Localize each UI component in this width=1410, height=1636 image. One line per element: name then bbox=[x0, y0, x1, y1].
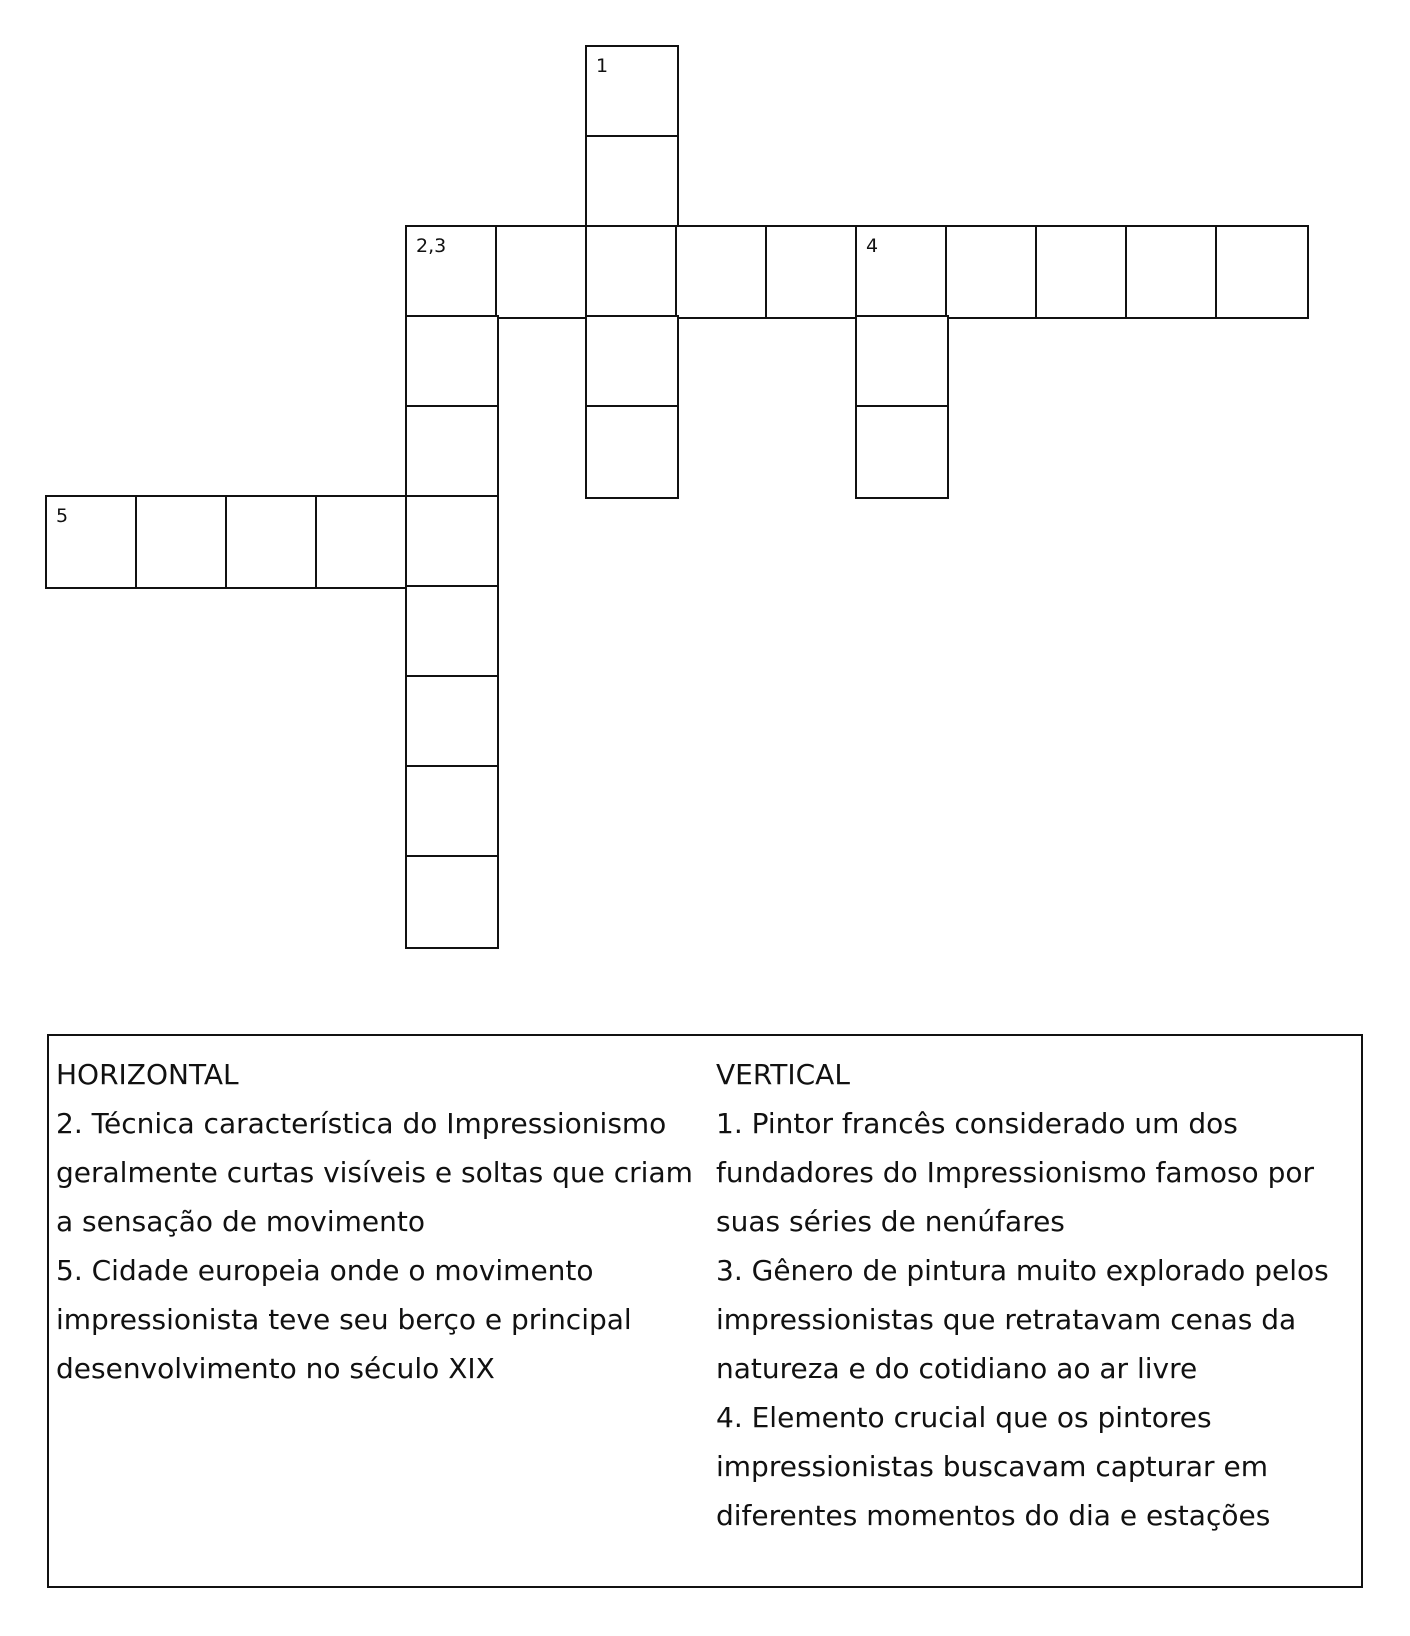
crossword-cell[interactable] bbox=[405, 405, 499, 499]
crossword-cell[interactable] bbox=[405, 495, 499, 589]
crossword-cell[interactable] bbox=[855, 315, 949, 409]
crossword-cell[interactable] bbox=[585, 405, 679, 499]
crossword-cell[interactable] bbox=[405, 765, 499, 859]
crossword-cell[interactable] bbox=[765, 225, 859, 319]
clue-number: 2,3 bbox=[416, 235, 447, 257]
crossword-cell[interactable] bbox=[405, 855, 499, 949]
crossword-cell[interactable] bbox=[45, 495, 139, 589]
crossword-cell[interactable] bbox=[585, 225, 679, 319]
clue-horizontal-5: 5. Cidade europeia onde o movimento impressionista teve seu berço e principal desenvolvimento no século XIX bbox=[56, 1254, 632, 1385]
crossword-cell[interactable] bbox=[225, 495, 319, 589]
crossword-cell[interactable] bbox=[585, 135, 679, 229]
crossword-cell[interactable] bbox=[585, 45, 679, 139]
crossword-cell[interactable] bbox=[135, 495, 229, 589]
clue-horizontal-2: 2. Técnica característica do Impressionismo geralmente curtas visíveis e soltas que criam a sensação de movimento bbox=[56, 1107, 693, 1238]
clue-vertical-1: 1. Pintor francês considerado um dos fundadores do Impressionismo famoso por suas séries de nenúfares bbox=[716, 1107, 1314, 1238]
clues-box bbox=[47, 1034, 1363, 1588]
horizontal-heading: HORIZONTAL bbox=[56, 1058, 239, 1091]
crossword-cell[interactable] bbox=[405, 315, 499, 409]
clue-number: 1 bbox=[596, 55, 609, 77]
vertical-heading: VERTICAL bbox=[716, 1058, 850, 1091]
crossword-cell[interactable] bbox=[855, 225, 949, 319]
crossword-cell[interactable] bbox=[405, 675, 499, 769]
crossword-cell[interactable] bbox=[585, 315, 679, 409]
horizontal-clues bbox=[56, 1050, 701, 1393]
crossword-cell[interactable] bbox=[945, 225, 1039, 319]
crossword-cell[interactable] bbox=[1125, 225, 1219, 319]
clue-number: 4 bbox=[866, 235, 879, 257]
crossword-cell[interactable] bbox=[1035, 225, 1129, 319]
crossword-cell[interactable] bbox=[1215, 225, 1309, 319]
clue-vertical-4: 4. Elemento crucial que os pintores impressionistas buscavam capturar em diferentes momentos do dia e estações bbox=[716, 1401, 1271, 1532]
crossword-cell[interactable] bbox=[405, 225, 499, 319]
crossword-cell[interactable] bbox=[675, 225, 769, 319]
crossword-cell[interactable] bbox=[315, 495, 409, 589]
vertical-clues bbox=[716, 1050, 1356, 1540]
clue-vertical-3: 3. Gênero de pintura muito explorado pelos impressionistas que retratavam cenas da natureza e do cotidiano ao ar livre bbox=[716, 1254, 1329, 1385]
crossword-cell[interactable] bbox=[405, 585, 499, 679]
crossword-cell[interactable] bbox=[855, 405, 949, 499]
crossword-cell[interactable] bbox=[495, 225, 589, 319]
clue-number: 5 bbox=[56, 505, 69, 527]
